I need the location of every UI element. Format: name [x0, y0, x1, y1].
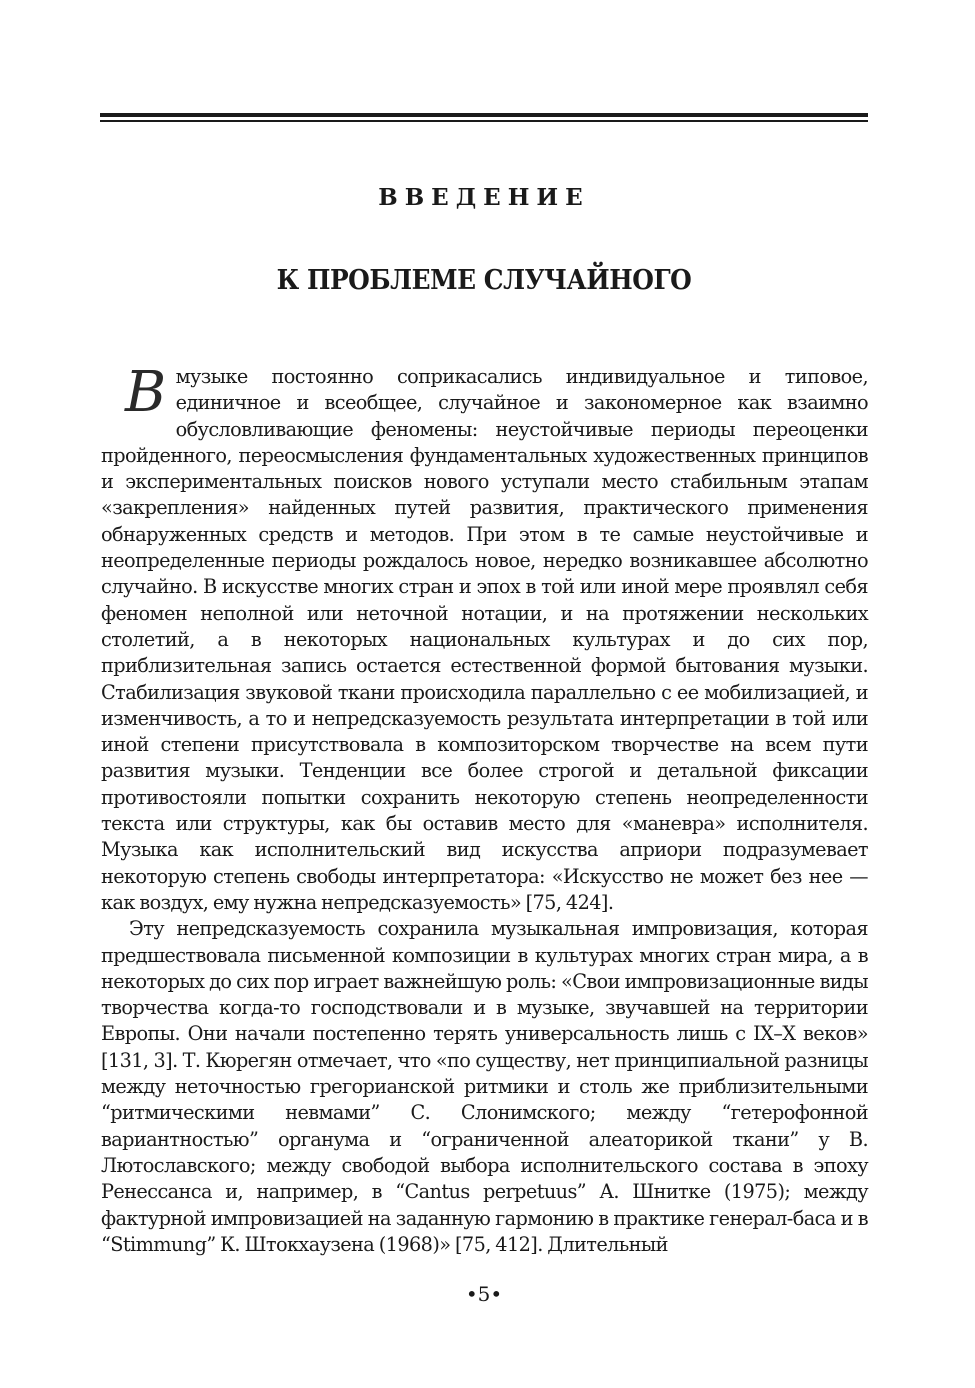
chapter-title: К ПРОБЛЕМЕ СЛУЧАЙНОГО: [276, 265, 692, 296]
paragraph-1-text: музыке постоянно соприкасались индивидуальное и типовое, единичное и всеобщее, случайное и закономерное как взаимно обусловливающие феномены: неустойчивые периоды переоценки пройденного, переосмысления фундаментальных художественных принципов и экспериментальных поисков нового уступали место стабильным этапам «закрепления» найденных путей развития, практического применения обнаруженных средств и методов. При этом в те самые неустойчивые и неопределенные периоды рождалось новое, нередко возникавшее абсолютно случайно. В искусстве многих стран и эпох в той или иной мере проявлял себя феномен неполной или неточной нотации, и на протяжении нескольких столетий, а в некоторых национальных культурах и до сих пор, приблизительная запись остается естественной формой бытования музыки. Стабилизация звуковой ткани происходила параллельно с ее мобилизацией, и изменчивость, а то и непредсказуемость результата интерпретации в той или иной степени присутствовала в композиторском творчестве на всем пути развития музыки. Тенденции все более строгой и детальной фиксации противостояли попытки сохранить некоторую степень неопределенности текста или структуры, как бы оставив место для «маневра» исполнителя. Музыка как исполнительский вид искусства априори подразумевает некоторую степень свободы интерпретатора: «Искусство не может без нее — как воздух, ему нужна непредсказуемость» [75, 424].: [101, 365, 868, 914]
page-number: •5•: [465, 1282, 503, 1306]
section-label: ВВЕДЕНИЕ: [378, 184, 590, 211]
top-rule-thick: [100, 113, 868, 117]
paragraph-1: [101, 360, 868, 916]
top-rule-thin: [100, 120, 868, 122]
paragraph-2: Эту непредсказуемость сохранила музыкальная импровизация, которая предшествовала письменной композиции в культурах многих стран мира, а в некоторых до сих пор играет важнейшую роль: «Свои импровизационные виды творчества когда-то господствовали и в музыке, звучавшей на территории Европы. Они начали постепенно терять универсальность лишь с IX–X веков» [131, 3]. Т. Кюрегян отмечает, что «по существу, нет принципиальной разницы между неточностью грегорианской ритмики и столь же приблизительными “ритмическими невмами” С. Слонимского; между “гетерофонной вариантностью” органума и “ограниченной алеаторикой ткани” у В. Лютославского; между свободой выбора исполнительского состава в эпоху Ренессанса и, например, в “Cantus perpetuus” А. Шнитке (1975); между фактурной импровизацией на заданную гармонию в практике генерал-баса и в “Stimmung” К. Штокхаузена (1968)» [75, 412]. Длительный: [101, 917, 868, 1256]
body-text: [101, 360, 868, 1258]
drop-cap: В: [125, 360, 166, 425]
